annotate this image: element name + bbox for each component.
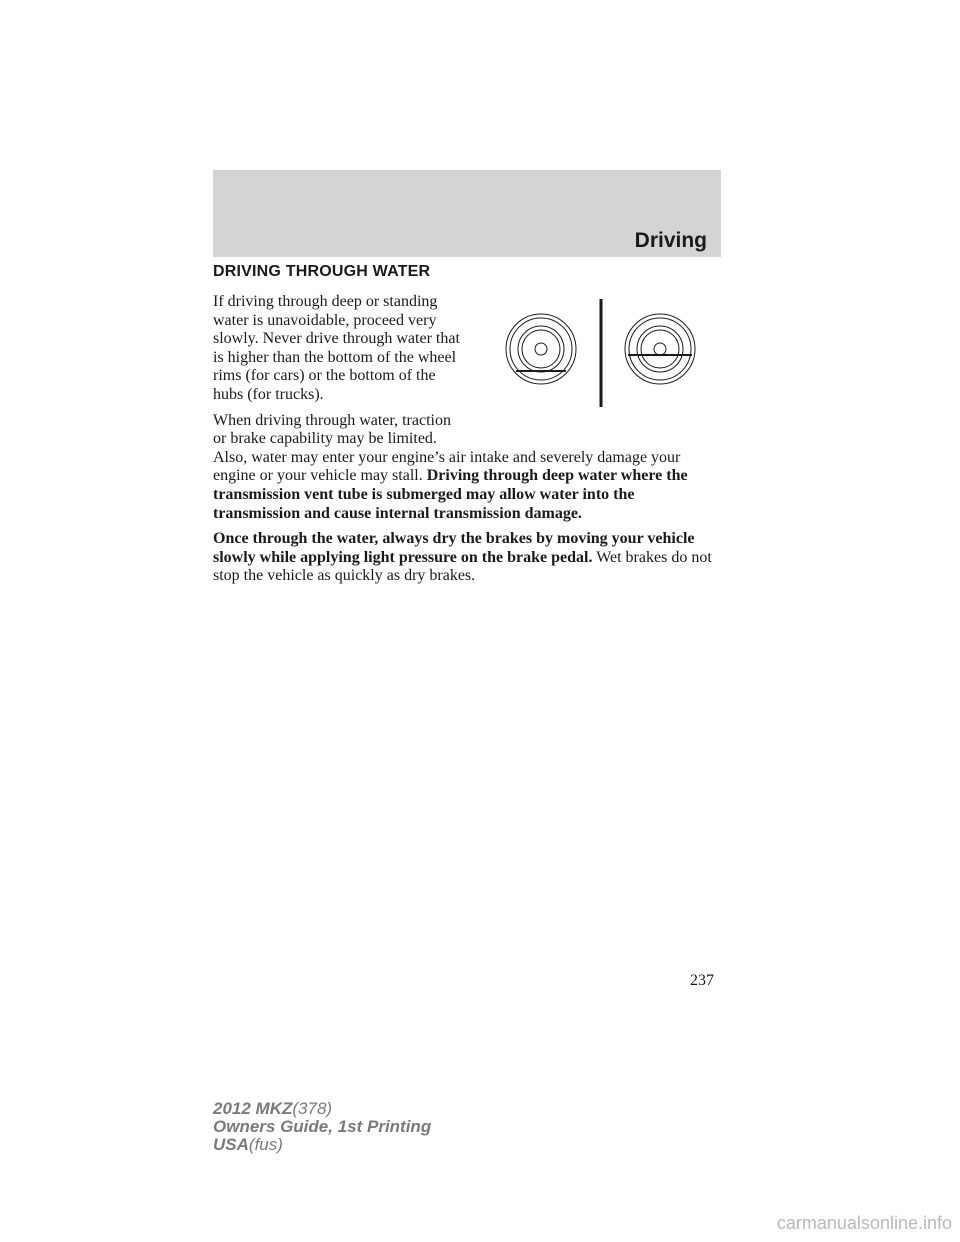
intro-paragraph: If driving through deep or standing water is unavoidable, proceed very slowly. Never drive through water that is higher than the bottom of the wheel rims (for cars) or the bottom of the hubs (for trucks). — [213, 293, 460, 403]
footer-market-line — [213, 1136, 431, 1154]
footer-model-line — [213, 1100, 431, 1118]
footer-model: 2012 MKZ — [213, 1099, 293, 1118]
dry-brakes-paragraph — [213, 530, 723, 586]
section-header-band — [213, 170, 721, 257]
section-title: Driving — [634, 229, 707, 252]
body-text — [213, 293, 723, 586]
footer-market: USA — [213, 1135, 249, 1154]
section-heading: DRIVING THROUGH WATER — [213, 263, 431, 280]
footer-guide: Owners Guide, 1st Printing — [213, 1117, 432, 1136]
transmission-warning: Driving through deep water where the transmission vent tube is submerged may allow water into the transmission and cause internal transmission damage. — [213, 467, 688, 522]
traction-line1: When driving through water, traction or brake capability may be limited. — [213, 411, 451, 448]
footer-guide-line — [213, 1118, 431, 1136]
dry-brakes-instruction: Once through the water, always dry the brakes by moving your vehicle slowly while applying light pressure on the brake pedal. — [213, 530, 695, 566]
wet-brakes-note: Wet brakes do not stop the vehicle as quickly as dry brakes. — [213, 548, 712, 585]
page-number: 237 — [690, 972, 714, 989]
footer-model-code: (378) — [292, 1099, 333, 1118]
watermark: carmanualsonline.info — [776, 1213, 952, 1233]
footer-market-code: (fus) — [248, 1135, 283, 1154]
publication-footer — [213, 1100, 431, 1154]
traction-line2: Also, water may enter your engine’s air intake and severely damage your engine or your vehicle may stall. — [213, 448, 681, 485]
traction-paragraph — [213, 412, 723, 524]
